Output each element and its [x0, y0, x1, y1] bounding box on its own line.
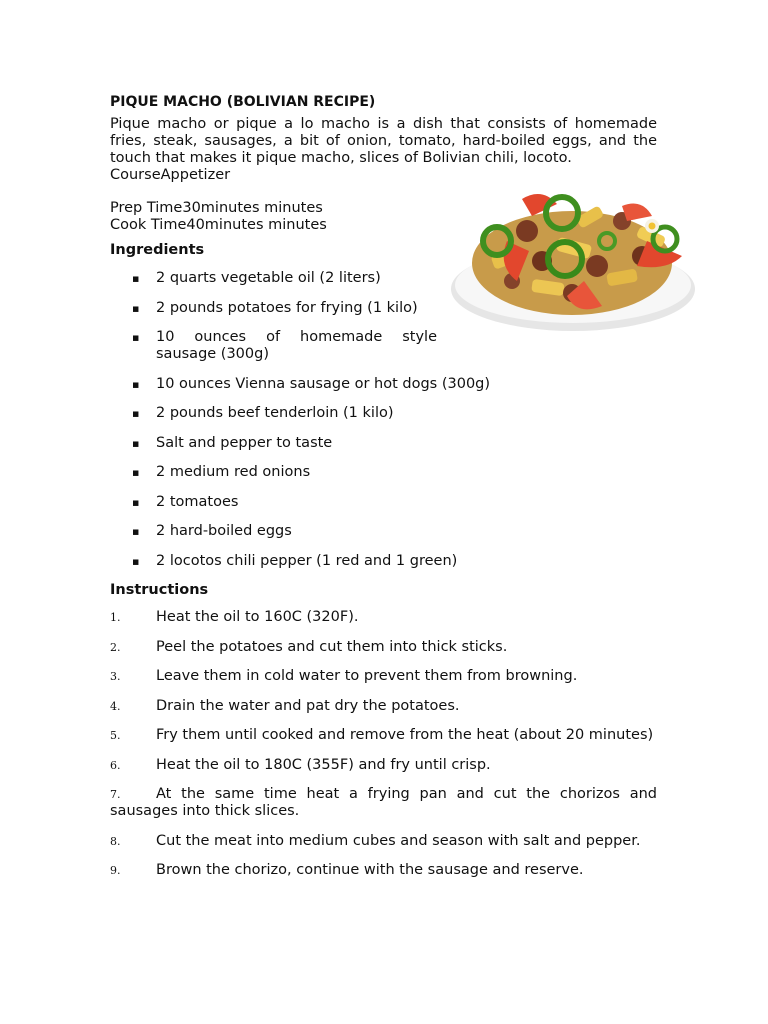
cook-time: Cook Time40minutes minutes — [110, 217, 327, 233]
list-item: ▪ Salt and pepper to taste — [132, 434, 333, 451]
list-item: ▪ 2 quarts vegetable oil (2 liters) — [132, 270, 381, 286]
bullet-icon: ▪ — [132, 301, 140, 315]
bullet-icon: ▪ — [132, 525, 140, 538]
bullet-icon: ▪ — [132, 331, 140, 344]
prep-time: Prep Time30minutes minutes — [110, 200, 323, 216]
bullet-icon: ▪ — [132, 495, 140, 509]
pique-macho-plate-image — [437, 181, 709, 341]
step-number: 4. — [110, 699, 121, 713]
list-item: ▪ 2 pounds potatoes for frying (1 kilo) — [132, 299, 418, 316]
step-number: 6. — [110, 758, 121, 772]
dish-photo — [437, 181, 709, 341]
course-line: CourseAppetizer — [110, 167, 231, 183]
step-number: 3. — [110, 670, 121, 683]
list-item: ▪ 2 hard-boiled eggs — [132, 523, 292, 539]
bullet-icon: ▪ — [132, 407, 140, 420]
list-item: 1. Heat the oil to 160C (320F). — [110, 609, 359, 625]
step-number: 7. — [110, 788, 121, 801]
list-item: 5. Fry them until cooked and remove from the heat (about 20 minutes) — [110, 727, 654, 743]
step-number: 9. — [110, 864, 121, 877]
bullet-icon: ▪ — [132, 436, 140, 450]
step-number: 2. — [110, 640, 121, 654]
list-item: ▪ 2 locotos chili pepper (1 red and 1 green) — [132, 552, 458, 569]
list-item: 6. Heat the oil to 180C (355F) and fry until crisp. — [110, 756, 491, 773]
ingredients-heading: Ingredients — [110, 242, 205, 258]
bullet-icon: ▪ — [132, 554, 140, 568]
list-item: ▪ 10 ounces Vienna sausage or hot dogs (300g) — [132, 375, 491, 392]
bullet-icon: ▪ — [132, 272, 140, 285]
step-number: 5. — [110, 729, 121, 742]
instructions-list — [110, 609, 657, 879]
list-item: 9. Brown the chorizo, continue with the sausage and reserve. — [110, 862, 584, 878]
recipe-intro: Pique macho or pique a lo macho is a dish that consists of homemade fries, steak, sausages, a bit of onion, tomato, hard-boiled eggs, and the touch that makes it pique macho, slices of Bolivian chili, locoto. — [110, 116, 657, 166]
list-item: ▪ 2 tomatoes — [132, 493, 239, 510]
list-item: ▪ 2 medium red onions — [132, 464, 311, 480]
instructions-heading: Instructions — [110, 582, 209, 598]
bullet-icon: ▪ — [132, 377, 140, 391]
list-item: 2. Peel the potatoes and cut them into thick sticks. — [110, 638, 508, 655]
list-item: ▪ 2 pounds beef tenderloin (1 kilo) — [132, 405, 394, 421]
step-number: 8. — [110, 834, 121, 848]
bullet-icon: ▪ — [132, 466, 140, 479]
list-item: ▪ 10 ounces of homemade style sausage (300g) — [132, 329, 437, 362]
list-item: 4. Drain the water and pat dry the potatoes. — [110, 697, 460, 714]
step-number: 1. — [110, 611, 121, 624]
list-item: 7. At the same time heat a frying pan and cut the chorizos and sausages into thick slices. — [110, 786, 657, 819]
list-item: 8. Cut the meat into medium cubes and season with salt and pepper. — [110, 832, 641, 849]
list-item: 3. Leave them in cold water to prevent them from browning. — [110, 668, 578, 684]
recipe-title: PIQUE MACHO (BOLIVIAN RECIPE) — [110, 94, 376, 110]
